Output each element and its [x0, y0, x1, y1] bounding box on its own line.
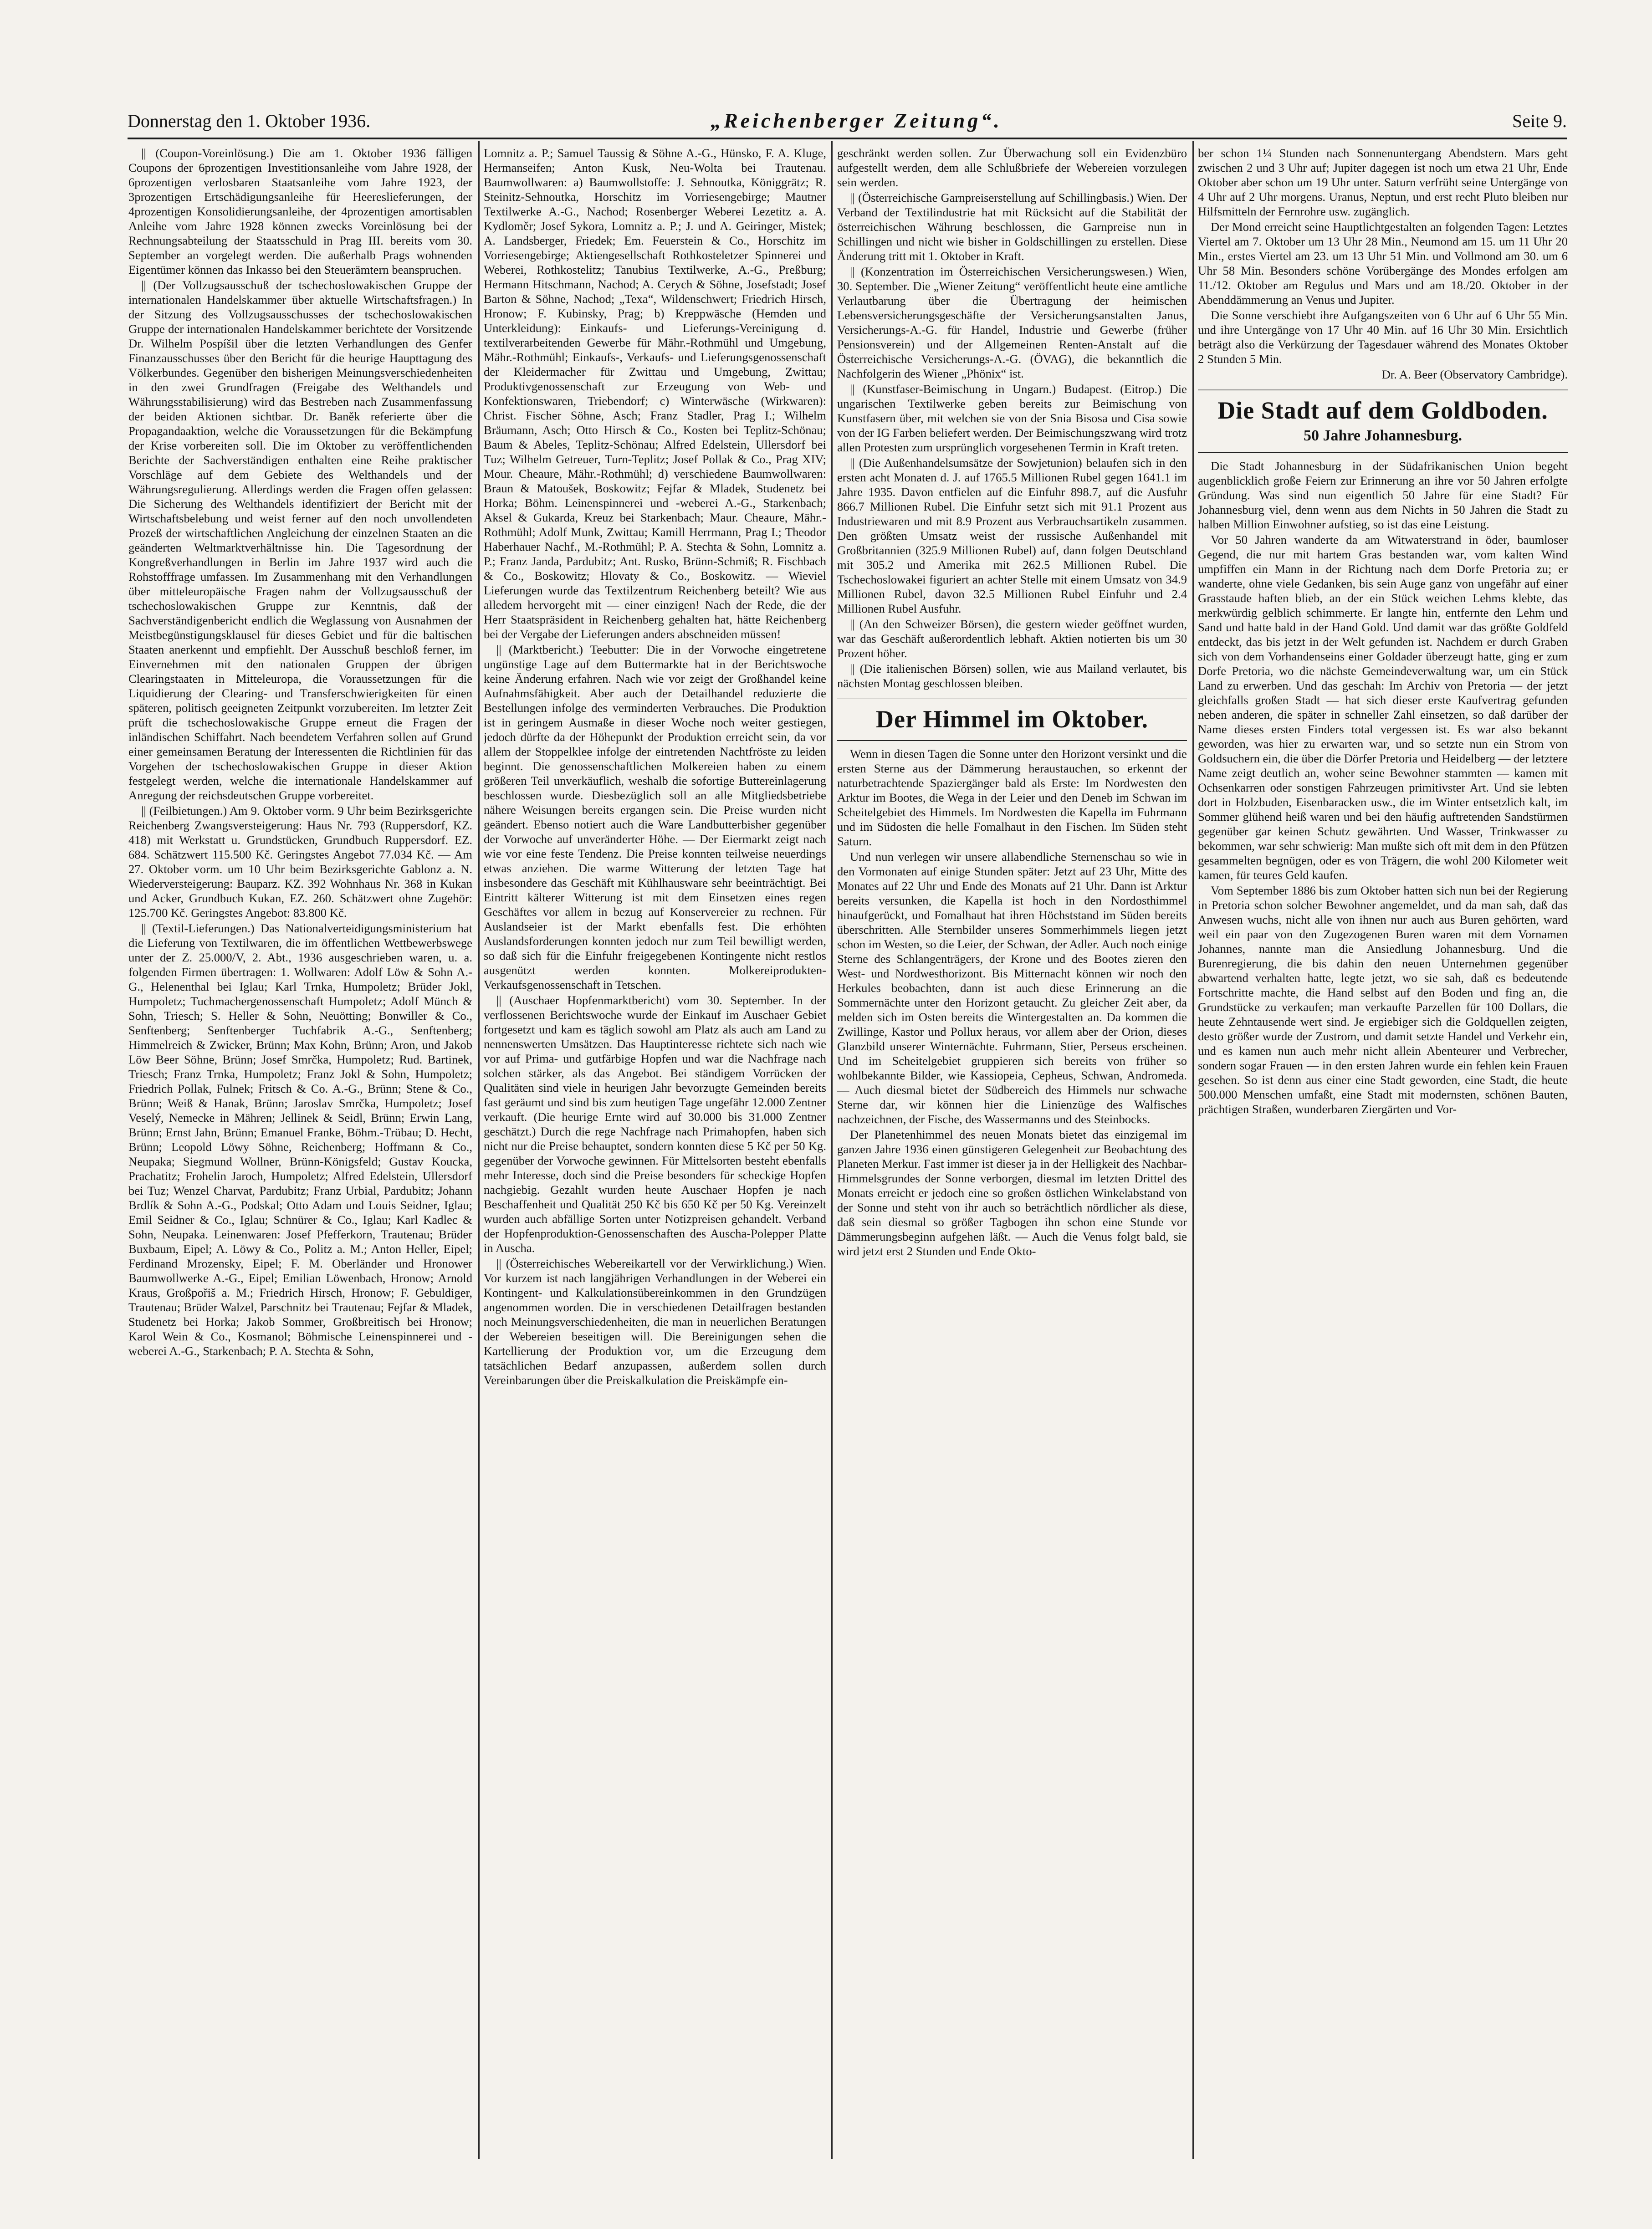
header-rule — [128, 138, 1567, 139]
article-goldboden-p3: Vom September 1886 bis zum Oktober hatten sich nun bei der Regierung in Pretoria schon solcher Bewohner angemeldet, und da man sah, daß das Anwesen wuchs, nicht alle von ihnen nur auch aus Buren gehörten, ward weil ein paar von den Zugezogenen Buren waren mit dem Vornamen Johannes, nannte man die Ansiedlung Johannesburg. Und die Burenregierung, die bis dahin den neuen Unternehmen gegenüber abwartend verhalten hatte, legte jetzt, wo sie sah, daß es bedeutende Fortschritte machte, die Hand selbst auf den Boden und fing an, die Grundstücke zu verkaufen; man verkaufte Parzellen für 100 Dollars, die heute Zehntausende wert sind. Je ergiebiger sich die Goldquellen zeigten, desto größer wurde der Zustrom, und damit setzte Handel und Verkehr ein, und es kamen nun auch mehr nicht allein Abenteurer und Verbrecher, sondern sogar Frauen — in den ersten Jahren wurde ein fehlen kein Frauen gesehen. So ist denn aus einer eine Stadt geworden, eine Stadt, die heute 500.000 Menschen umfaßt, eine Stadt mit modernsten, schönen Bauten, prächtigen Straßen, wunderbaren Ziergärten und Vor- — [1198, 884, 1568, 1116]
article-vollzugsausschuss: || (Der Vollzugsausschuß der tschechoslowakischen Gruppe der internationalen Handelskammer über aktuelle Wirtschaftsfragen.) In der Sitzung des Vollzugsausschusses der tschechoslowakischen Gruppe der internationalen Handelskammer berichtete der Vorsitzende Dr. Wilhelm Pospíšil über die letzten Verhandlungen des Genfer Finanzausschusses über den Bericht für die heurige Haupttagung des Völkerbundes. Gegenüber den bisherigen Meinungsverschiedenheiten in den zwei Grundfragen (Freigabe des Welthandels und Währungsstabilisierung) wird das Bestreben nach Zusammenfassung der beiden Aktionen sichtbar. Dr. Baněk referierte über die Propagandaaktion, welche die Voraussetzungen für die Bekämpfung der Krise vorbereiten soll. Die im Oktober zu veröffentlichenden Berichte der Sachverständigen enthalten eine Reihe praktischer Vorschläge auf dem Gebiete des Welthandels und der Währungsregulierung. Allerdings werden die Fragen offen gelassen: Die Sicherung des Welthandels identifiziert der Bericht mit der Wirtschaftsbelebung und weist ferner auf den noch unvollendeten Prozeß der wirtschaftlichen Angleichung der einzelnen Staaten an die geänderten Weltmarktverhältnisse hin. Die Tagesordnung der Kongreßverhandlungen in Berlin im Jahre 1937 wird auch die Rohstofffrage umfassen. Im Zusammenhang mit den Verhandlungen über mitteleuropäische Fragen nahm der Vollzugsausschuß der tschechoslowakischen Gruppe zur Kenntnis, daß der Sachverständigenbericht endlich die Weglassung von Ausnahmen der Meistbegünstigungsklausel für dieses Gebiet und für die baltischen Staaten anerkennt und empfiehlt. Der Ausschuß beschloß ferner, im Einvernehmen mit den nationalen Gruppen der übrigen Clearingstaaten in Mitteleuropa, die Voraussetzungen für die Liquidierung der Clearing- und Transferschwierigkeiten für einen späteren, politisch geeigneten Zeitpunkt vorzubereiten. Im letzter Zeit prüft die tschechoslowakische Gruppe erneut die Fragen der inländischen Schiffahrt. Nach beendetem Verfahren sollen auf Grund einer gemeinsamen Beratung der Interessenten die Richtlinien für das Vorgehen der tschechoslowakischen Gruppe in dieser Aktion festgelegt werden, welche die internationale Handelskammer auf Anregung der reichsdeutschen Gruppe vorbereitet. — [128, 278, 472, 802]
newspaper-title: „Reichenberger Zeitung“. — [711, 109, 1002, 132]
article-goldboden-p2: Vor 50 Jahren wanderte da am Witwaterstrand in öder, baumloser Gegend, die nur mit hartem Gras bestanden war, vom kalten Wind umpfiffen ein Mann in der Richtung nach dem Dorfe Pretoria zu; er wanderte, ohne viele Gedanken, bis sein Auge ganz von ungefähr auf einer Grasstaude haften blieb, an der ein Stück weichen Lehms klebte, das merkwürdig gelblich schimmerte. Er langte hin, entfernte den Lehm und Sand und hatte bald in der Hand Gold. Und damit war das größte Goldfeld entdeckt, das bis jetzt in der Welt gefunden ist. Nachdem er durch Graben sich von dem Vorhandenseins einer Goldader überzeugt hatte, ging er zum Dorfe Pretoria, wo die nächste Gemeindeverwaltung war, um ein Stück Land zu erwerben. Und das geschah: Im Archiv von Pretoria — der jetzt gleichfalls großen Stadt — hat sich dieser erste Kaufvertrag gefunden neben anderen, die später in schneller Zahl einsetzen, so daß darüber der Name dieses ersten Finders total vergessen ist. Es war also bekannt geworden, was hier zu erwarten war, und so setzte nun ein Strom von Goldsuchern ein, die über die Dörfer Pretoria und Heidelberg — der letztere Name zeigt deutlich an, woher seine Bewohner stammten — kamen mit Ochsenkarren oder sonstigen Fahrzeugen primitivster Art. Und sie lebten dort in Holzbuden, Eisenbaracken usw., die im Winter entsetzlich kalt, im Sommer glühend heiß waren und bei den häufig auftretenden Sandstürmen gegenüber gar keinen Schutz gewährten. Und Wasser, Trinkwasser zu bekommen, war sehr schwierig: Man mußte sich oft mit dem in den Pfützen gesammelten begnügen, oder es von Trägern, die wohl 200 Kilometer weit kamen, für teures Geld kaufen. — [1198, 533, 1568, 882]
column-3 — [837, 146, 1187, 2150]
page-number: Seite 9. — [1512, 111, 1567, 131]
section-separator — [1198, 389, 1568, 390]
headline-himmel: Der Himmel im Oktober. — [876, 706, 1148, 733]
column-divider — [831, 141, 833, 2159]
headline-goldboden: Die Stadt auf dem Goldboden. — [1217, 397, 1548, 424]
headline-rule — [837, 740, 1187, 741]
article-sowjetunion: || (Die Außenhandelsumsätze der Sowjetunion) belaufen sich in den ersten acht Monaten d. J. auf 1765.5 Millionen Rubel gegen 1641.1 im Jahre 1935. Davon entfielen auf die Einfuhr 898.7, auf die Ausfuhr 866.7 Millionen Rubel. Die Einfuhr setzt sich mit 91.1 Prozent aus Industriewaren und mit 8.9 Prozent aus Verbrauchsartikeln zusammen. Den größten Umsatz weist der russische Außenhandel mit Großbritannien (325.9 Millionen Rubel) auf, dann folgen Deutschland mit 305.2 und Amerika mit 262.5 Millionen Rubel. Die Tschechoslowakei figuriert an achter Stelle mit einem Umsatz von 34.9 Millionen Rubel, davon 32.5 Millionen Rubel Einfuhr und 2.4 Millionen Rubel Ausfuhr. — [837, 456, 1187, 615]
article-schweizer-boersen: || (An den Schweizer Börsen), die gestern wieder geöffnet wurden, war das Geschäft außerordentlich lebhaft. Aktien notierten bis um 30 Prozent höher. — [837, 617, 1187, 660]
article-textil-continued: Lomnitz a. P.; Samuel Taussig & Söhne A.-G., Hünsko, F. A. Kluge, Hermanseifen; Anton Kusk, Neu-Wolta bei Trautenau. Baumwollwaren: a) Baumwollstoffe: J. Sehnoutka, Königgrätz; R. Steinitz-Sehnoutka, Horschitz im Vorriesengebirge; Mautner Textilwerke A.-G., Nachod; Rosenberger Weberei Lezetitz a. A. Kydloměr; Josef Sykora, Lomnitz a. P.; J. und A. Geiringer, Mistek; A. Landsberger, Friedek; Em. Feuerstein & Co., Horschitz im Vorriesengebirge; Aktiengesellschaft Rothkosteletzer Spinnerei und Weberei, Rothkostelitz; Tanubius Textilwerke, A.-G., Preßburg; Hermann Hitschmann, Nachod; A. Cerych & Söhne, Josefstadt; Josef Barton & Söhne, Nachod; „Texa“, Wildenschwert; Friedrich Hirsch, Hronow; F. Kubinsky, Prag; b) Kreppwäsche (Hemden und Unterkleidung): Einkaufs- und Lieferungs-Vereinigung d. textilverarbeitenden Gewerbe für Mähr.-Rothmühl und Umgebung, Mähr.-Rothmühl; Einkaufs-, Verkaufs- und Lieferungsgenossenschaft der Kleidermacher für Zwittau und Umgebung, Zwittau; Produktivgenossenschaft zur Erzeugung von Web- und Konfektionswaren, Triebendorf; c) Winterwäsche (Wirkwaren): Christ. Fischer Söhne, Asch; Franz Stadler, Prag I.; Wilhelm Bräumann, Asch; Otto Hirsch & Co., Kosten bei Teplitz-Schönau; Baum & Abeles, Teplitz-Schönau; Alfred Edelstein, Ullersdorf bei Tuz; Wilhelm Getreuer, Turn-Teplitz; Josef Pollak & Co., Prag XIV; Mour. Cheaure, Mähr.-Rothmühl; d) verschiedene Baumwollwaren: Braun & Matoušek, Boskowitz; Fejfar & Mladek, Studenetz bei Horka; Böhm. Leinenspinnerei und -weberei A.-G., Starkenbach; Aksel & Gukarda, Kreuz bei Starkenbach; Maur. Cheaure, Mähr.-Rothmühl; Adolf Munk, Zwittau; Kamill Herrmann, Prag I.; Theodor Haberhauer Nachf., M.-Rothmühl; P. A. Stechta & Sohn, Lomnitz a. P.; Franz Janda, Pardubitz; Ant. Rusko, Brünn-Schmiß; R. Fischbach & Co., Boskowitz; Hlovaty & Co., Boskowitz. — Wieviel Lieferungen wurde das Textilzentrum Reichenberg beteilt? Wie aus alledem hervorgeht mit — einer einzigen! Nach der Rede, die der Herr Staatspräsident in Reichenberg gehalten hat, hätte Reichenberg bei der Vergabe der Lieferungen anders abschneiden müssen! — [484, 146, 826, 641]
article-coupon: || (Coupon-Voreinlösung.) Die am 1. Oktober 1936 fälligen Coupons der 6prozentigen Investitionsanleihe vom Jahre 1928, der 6prozentigen verlosbaren Staatsanleihe vom Jahre 1923, der 3prozentigen Ertschädigungsanleihe für Heereslieferungen, der 4prozentigen Konsolidierungsanleihe, der 4prozentigen amortisablen Anleihe vom Jahre 1928 können zwecks Voreinlösung bei der Rechnungsabteilung der Staatsschuld in Prag III. bereits vom 30. September an vorgelegt werden. Die außerhalb Prags wohnenden Eigentümer können das Inkasso bei den Steuerämtern beanspruchen. — [128, 146, 472, 276]
article-himmel-p2: Und nun verlegen wir unsere allabendliche Sternenschau so wie in den Vormonaten auf einige Stunden später: Jetzt auf 23 Uhr, Mitte des Monates auf 22 Uhr und Ende des Monats auf 21 Uhr. Dann ist Arktur bereits versunken, die Kapella ist hoch in den Nordosthimmel hinaufgerückt, und Fomalhaut hat ihren Höchststand im Süden bereits überschritten. Alle Sternbilder unseres Sommerhimmels liegen jetzt schon im Westen, so die Leier, der Schwan, der Adler. Auch noch einige Sterne des Schlangenträgers, der Krone und des Bootes zieren den West- und Nordwesthorizont. Bis Mitternacht können wir noch den Herkules beobachten, dann ist auch diese Erinnerung an die Sommernächte unter den Horizont getaucht. Zu gleicher Zeit aber, da melden sich im Osten bereits die Wintergestalten an. Da kommen die Zwillinge, Kastor und Pollux heraus, vor allem aber der Orion, dieses Glanzbild unserer Winternächte. Fuhrmann, Stier, Perseus erscheinen. Und im Scheitelgebiet gruppieren sich bereits von früher so wohlbekannte Bilder, wie Kassiopeia, Cepheus, Schwan, Andromeda. — Auch diesmal bietet der Südbereich des Himmels nur schwache Sterne dar, wir können hier die Linienzüge des Walfisches nachzeichnen, der Fische, des Wassermanns und des Steinbocks. — [837, 850, 1187, 1126]
column-4 — [1198, 146, 1568, 2150]
column-divider — [478, 141, 480, 2159]
article-goldboden-p1: Die Stadt Johannesburg in der Südafrikanischen Union begeht augenblicklich große Feiern zur Erinnerung an ihre vor 50 Jahren erfolgte Gründung. Was sind nun eigentlich 50 Jahre für eine Stadt? Für Johannesburg viel, denn wenn aus dem Nichts in 50 Jahren die Stadt zu halben Million Einwohner aufstieg, so ist das eine Leistung. — [1198, 459, 1568, 531]
article-himmel-continued: ber schon 1¼ Stunden nach Sonnenuntergang Abendstern. Mars geht zwischen 2 und 3 Uhr auf; Jupiter dagegen ist noch um etwa 21 Uhr, Ende Oktober aber schon um 19 Uhr unter. Saturn verfrüht seine Untergänge von 4 Uhr auf 2 Uhr morgens. Uranus, Neptun, und erst recht Pluto bleiben nur Hilfsmitteln der Fernrohre usw. zugänglich. — [1198, 146, 1568, 218]
article-feilbietungen: || (Feilbietungen.) Am 9. Oktober vorm. 9 Uhr beim Bezirksgerichte Reichenberg Zwangsversteigerung: Haus Nr. 793 (Ruppersdorf, KZ. 418) mit Werkstatt u. Grundstücken, Grundbuch Ruppersdorf. EZ. 684. Schätzwert 115.500 Kč. Geringstes Angebot 77.034 Kč. — Am 27. Oktober vorm. um 10 Uhr beim Bezirksgerichte Gablonz a. N. Wiederversteigerung: Bauparz. KZ. 392 Wohnhaus Nr. 368 in Kukan und Acker, Grundbuch Kukan, EZ. 260. Schätzwert ohne Zugehör: 125.700 Kč. Geringstes Angebot: 83.800 Kč. — [128, 804, 472, 920]
article-marktbericht: || (Marktbericht.) Teebutter: Die in der Vorwoche eingetretene ungünstige Lage auf dem Buttermarkte hat in der Berichtswoche keine Änderung erfahren. Nach wie vor zeigt der Großhandel keine Aufnahmsfähigkeit. Aber auch der Detailhandel reduzierte die Bestellungen infolge des verminderten Verbrauches. Die Produktion ist in geringem Ausmaße in dieser Woche noch weiter gestiegen, jedoch dürfte da der Höhepunkt der Produktion erreicht sein, da vor allem der Stoppelklee infolge der eintretenden Nachtfröste zu leiden beginnt. Die genossenschaftlichen Molkereien haben zu einem größeren Teil unverkäuflich, weshalb die sofortige Buttereinlagerung beschlossen wurde. Diesbezüglich soll an alle Mitgliedsbetriebe nähere Weisungen bereits ergangen sein. Die Preise wurden nicht geändert. Ebenso notiert auch die Ware Landbutterbisher gegenüber der Vorwoche auf unveränderter Höhe. — Der Eiermarkt zeigt nach wie vor eine feste Tendenz. Die Preise konnten teilweise neuerdings etwas anziehen. Die warme Witterung der letzten Tage hat insbesondere das Geschäft mit Kühlhausware sehr beeinträchtigt. Bei Eintritt kälterer Witterung ist mit dem Einsetzen eines regen Geschäftes vor allem in bezug auf Konservereier zu rechnen. Für Auslandseier ist der Markt ebenfalls fest. Die erhöhten Auslandsforderungen konnten jedoch nur zum Teil bewilligt werden, so daß sich für die Einfuhr freigegebenen Kontingente nicht restlos ausgenützt werden konnten. Molkereiprodukten-Verkaufsgenossenschaft in Tetschen. — [484, 643, 826, 992]
article-byline: Dr. A. Beer (Observatory Cambridge). — [1381, 368, 1568, 381]
page-header — [128, 108, 1567, 136]
subheadline-johannesburg: 50 Jahre Johannesburg. — [1304, 427, 1462, 444]
header-date: Donnerstag den 1. Oktober 1936. — [128, 111, 371, 131]
article-sonne: Die Sonne verschiebt ihre Aufgangszeiten von 6 Uhr auf 6 Uhr 55 Min. und ihre Untergänge von 17 Uhr 40 Min. auf 16 Uhr 30 Min. Ersichtlich beträgt also die Verkürzung der Tagesdauer während des Monates Oktober 2 Stunden 5 Min. — [1198, 308, 1568, 366]
column-2 — [484, 146, 826, 2150]
section-separator — [837, 698, 1187, 699]
article-kunstfaser: || (Kunstfaser-Beimischung in Ungarn.) Budapest. (Eitrop.) Die ungarischen Textilwerke geben bereits zur Beimischung von Kunstfasern über, mit welchen sie von der Snia Bisosa und Cisa sowie von der IG Farben beliefert werden. Der Beimischungszwang wird trotz allen Protesten zum ursprünglich vorgesehenen Termin in Kraft treten. — [837, 382, 1187, 454]
article-mond: Der Mond erreicht seine Hauptlichtgestalten an folgenden Tagen: Letztes Viertel am 7. Oktober um 13 Uhr 28 Min., Neumond am 15. um 11 Uhr 20 Min., erstes Viertel am 23. um 13 Uhr 51 Min. und Vollmond am 30. um 6 Uhr 58 Min. Besonders schöne Vorübergänge des Mondes erfolgen am 11./12. Oktober am Regulus und Mars und am 18./20. Oktober in der Abenddämmerung an Venus und Jupiter. — [1198, 220, 1568, 307]
headline-rule — [1198, 452, 1568, 453]
article-italienische-boersen: || (Die italienischen Börsen) sollen, wie aus Mailand verlautet, bis nächsten Montag geschlossen bleiben. — [837, 662, 1187, 690]
article-himmel-p1: Wenn in diesen Tagen die Sonne unter den Horizont versinkt und die ersten Sterne aus der Dämmerung heraustauchen, so erkennt der naturbetrachtende Spaziergänger bald als Erste: Im Nordwesten den Arktur im Bootes, die Wega in der Leier und den Deneb im Schwan im Scheitelgebiet des Himmels. Im Nordwesten die Kapella im Fuhrmann und im Südosten die helle Fomalhaut in den Fischen. Im Süden steht Saturn. — [837, 747, 1187, 848]
article-webereikartell: || (Österreichisches Webereikartell vor der Verwirklichung.) Wien. Vor kurzem ist nach langjährigen Verhandlungen in der Weberei ein Kontingent- und Kalkulationsübereinkommen in den Grundzügen angenommen worden. Die in verschiedenen Detailfragen bestanden noch Meinungsverschiedenheiten, die man in neuerlichen Beratungen der Webereien beseitigen will. Die Bereinigungen sehen die Kartellierung der Produktion vor, um die Erzeugung dem tatsächlichen Bedarf anzupassen, außerdem sollen durch Vereinbarungen über die Preiskalkulation die Preiskämpfe ein- — [484, 1257, 826, 1387]
column-1 — [128, 146, 472, 2150]
article-garnpreise: || (Österreichische Garnpreiserstellung auf Schillingbasis.) Wien. Der Verband der Textilindustrie hat mit Rücksicht auf die Stabilität der österreichischen Währung beschlossen, die Garnpreise nun in Schillingen und nicht wie bisher in Goldschillingen zu erstellen. Diese Änderung tritt mit 1. Oktober in Kraft. — [837, 191, 1187, 263]
article-textil-lieferungen: || (Textil-Lieferungen.) Das Nationalverteidigungsministerium hat die Lieferung von Textilwaren, die im öffentlichen Wettbewerbswege unter der Z. 25.000/V, 2. Abt., 1936 ausgeschrieben waren, u. a. folgenden Firmen übertragen: 1. Wollwaren: Adolf Löw & Sohn A.-G., Helenenthal bei Iglau; Karl Trnka, Humpoletz; Brüder Jokl, Humpoletz; Tuchmachergenossenschaft Humpoletz; Adolf Münch & Sohn, Triesch; S. Heller & Sohn, Neuötting; Bonwiller & Co., Senftenberg; Senftenberger Tuchfabrik A.-G., Senftenberg; Himmelreich & Zwicker, Brünn; Max Kohn, Brünn; Aron, und Jakob Löw Beer Söhne, Brünn; Josef Smrčka, Humpoletz; Rud. Bartinek, Triesch; Franz Trnka, Humpoletz; Franz Jokl & Sohn, Humpoletz; Friedrich Pollak, Fulnek; Fritsch & Co. A.-G., Brünn; Stene & Co., Brünn; Weiß & Hanak, Brünn; Jaroslav Smrčka, Humpoletz; Josef Veselý, Nemecke in Mähren; Jellinek & Seidl, Brünn; Erwin Lang, Brünn; Ernst Jahn, Brünn; Emanuel Franke, Böhm.-Trübau; D. Hecht, Brünn; Leopold Löwy Söhne, Reichenberg; Hoffmann & Co., Neupaka; Siegmund Wollner, Brünn-Königsfeld; Gustav Koucka, Prachatitz; Frohelin Jaroch, Humpoletz; Alfred Edelstein, Ullersdorf bei Tuz; Wenzel Charvat, Pardubitz; Franz Urbial, Pardubitz; Johann Brdlík & Sohn A.-G., Podskal; Otto Adam und Louis Seidner, Iglau; Emil Seidner & Co., Iglau; Schnürer & Co., Iglau; Karl Kadlec & Sohn, Neupaka. Leinenwaren: Josef Pfefferkorn, Trautenau; Brüder Buxbaum, Eipel; A. Löwy & Co., Politz a. M.; Anton Heller, Eipel; Ferdinand Mrozensky, Eipel; F. M. Oberländer und Hronower Baumwollwerke A.-G., Eipel; Emilian Löwenbach, Hronow; Arnold Kraus, Großpořiš a. M.; Friedrich Hirsch, Hronow; F. Gebuldiger, Trautenau; Brüder Walzel, Parschnitz bei Trautenau; Fejfar & Mladek, Studenetz bei Horka; Jakob Sommer, Großbreitisch bei Hronow; Karol Wein & Co., Kosmanol; Böhmische Leinenspinnerei und -weberei A.-G., Starkenbach; P. A. Stechta & Sohn, — [128, 921, 472, 1358]
column-divider — [1192, 141, 1194, 2159]
article-webereikartell-continued: geschränkt werden sollen. Zur Überwachung soll ein Evidenzbüro aufgestellt werden, dem alle Schlußbriefe der Webereien vorzulegen sein werden. — [837, 146, 1187, 189]
article-versicherungswesen: || (Konzentration im Österreichischen Versicherungswesen.) Wien, 30. September. Die „Wiener Zeitung“ veröffentlicht heute eine amtliche Verlautbarung über die Übertragung der heimischen Lebensversicherungsgeschäfte der Versicherungsanstalten Janus, Versicherungs-A.-G. für Handel, Industrie und Gewerbe (früher Pensionsverein) und der Allgemeinen Renten-Anstalt auf die Österreichische Versicherungs-A.-G. (ÖVAG), die bekanntlich die Nachfolgerin des Wiener „Phönix“ ist. — [837, 265, 1187, 380]
article-hopfenmarkt: || (Auschaer Hopfenmarktbericht) vom 30. September. In der verflossenen Berichtswoche wurde der Einkauf im Auschaer Gebiet fortgesetzt und kam es täglich sowohl am Platz als auch am Land zu nennenswerten Umsätzen. Das Hauptinteresse richtete sich nach wie vor auf Prima- und gutfärbige Hopfen und war die Nachfrage nach solchen stärker, als das Angebot. Bei ständigem Vorrücken der Qualitäten sind viele in heurigen Jahr bevorzugte Gemeinden bereits fast geräumt und sind bis zum heutigen Tage ungefähr 12.000 Zentner verkauft. (Die heurige Ernte wird auf 30.000 bis 31.000 Zentner geschätzt.) Durch die rege Nachfrage nach Primahopfen, haben sich nicht nur die Preise behauptet, sondern konnten diese 5 Kč per 50 Kg. gegenüber der Vorwoche gewinnen. Für Mittelsorten besteht ebenfalls mehr Interesse, doch sind die Preise besonders für scheckige Hopfen nachgiebig. Gezahlt wurden heute Auschaer Hopfen je nach Beschaffenheit und Qualität 250 Kč bis 650 Kč per 50 Kg. Vereinzelt wurden auch abfällige Sorten unter Notizpreisen gehandelt. Verband der Hopfenproduktion-Genossenschaften des Auscha-Polepper Platte in Auscha. — [484, 993, 826, 1255]
article-himmel-p3: Der Planetenhimmel des neuen Monats bietet das einzigemal im ganzen Jahre 1936 einen günstigeren Gelegenheit zur Beobachtung des Planeten Merkur. Fast immer ist dieser ja in der Helligkeit des Nachbar-Himmelsgrundes der Sonne verborgen, diesmal im letzten Drittel des Monats erreicht er jedoch eine so großen östlichen Winkelabstand von der Sonne und steht von ihr auch so beträchtlich nördlicher als diese, daß sein diesmal so größer Tagbogen ihn schon eine Stunde vor Dämmerungsbeginn aufgehen läßt. — Auch die Venus folgt bald, sie wird jetzt erst 2 Stunden und Ende Okto- — [837, 1128, 1187, 1258]
